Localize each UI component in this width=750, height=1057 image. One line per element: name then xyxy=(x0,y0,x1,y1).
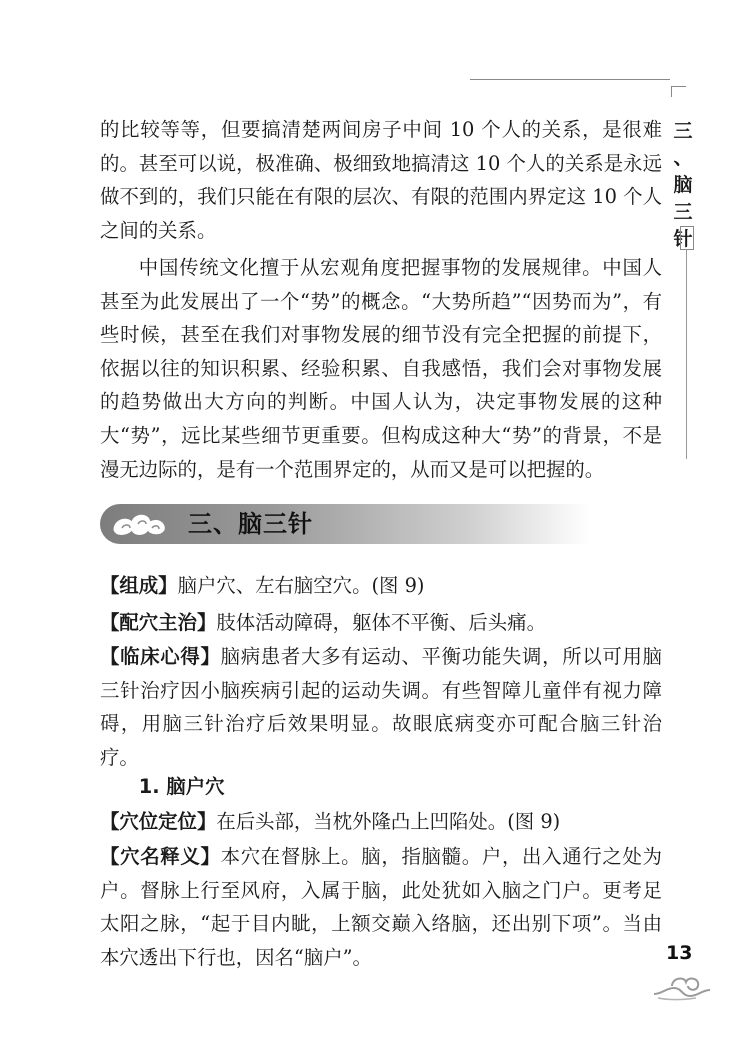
header-rule xyxy=(470,79,670,80)
entry-text: 脑户穴、左右脑空穴。(图 9) xyxy=(177,574,425,597)
entry-tag: 【组成】 xyxy=(100,574,178,597)
entry-name-meaning xyxy=(100,840,662,974)
entry-text: 在后头部，当枕外隆凸上凹陷处。(图 9) xyxy=(216,810,561,833)
section-title: 三、脑三针 xyxy=(188,510,313,538)
side-title-char: 三 xyxy=(673,201,693,223)
auspicious-cloud-icon xyxy=(110,508,168,540)
page-number: 13 xyxy=(666,942,693,964)
side-title-char: 脑 xyxy=(673,174,693,196)
section-header-banner xyxy=(100,504,590,544)
entry-tag: 【穴名释义】 xyxy=(100,845,221,868)
side-vertical-rule xyxy=(686,249,687,459)
entry-tag: 【配穴主治】 xyxy=(100,611,217,634)
entry-text: 本穴在督脉上。脑，指脑髓。户，出入通行之处为户。督脉上行至风府，入属于脑，此处犹如入脑之门户。更考足太阳之脉，“起于目内眦，上额交巅入络脑，还出别下项”。当由本穴透出下行也，因名“脑户”。 xyxy=(100,845,663,969)
entry-text: 肢体活动障碍，躯体不平衡、后头痛。 xyxy=(216,611,546,634)
side-title-char: 针 xyxy=(673,228,693,250)
side-tab-marker xyxy=(680,226,694,250)
paragraph-continued: 的比较等等，但要搞清楚两间房子中间 10 个人的关系，是很难的。甚至可以说，极准确、极细致地搞清这 10 个人的关系是永远做不到的，我们只能在有限的层次、有限的范围内界定这 10 个人之间的关系。 xyxy=(100,118,663,242)
subheading-text: 1. 脑户穴 xyxy=(138,775,225,798)
header-corner-ornament xyxy=(671,86,686,97)
entry-indication xyxy=(100,606,662,640)
side-title-char: 、 xyxy=(673,147,693,169)
entry-composition xyxy=(100,569,662,603)
subheading-naohu xyxy=(100,770,662,804)
entry-clinical-experience xyxy=(100,640,662,774)
entry-text: 脑病患者大多有运动、平衡功能失调，所以可用脑三针治疗因小脑疾病引起的运动失调。有些智障儿童伴有视力障碍，用脑三针治疗后效果明显。故眼底病变亦可配合脑三针治疗。 xyxy=(100,645,663,769)
side-title-char: 三 xyxy=(673,120,693,142)
entry-location xyxy=(100,805,662,839)
paragraph-momentum: 中国传统文化擅于从宏观角度把握事物的发展规律。中国人甚至为此发展出了一个“势”的概念。“大势所趋”“因势而为”，有些时候，甚至在我们对事物发展的细节没有完全把握的前提下，依据以往的知识积累、经验积累、自我感悟，我们会对事物发展的趋势做出大方向的判断。中国人认为，决定事物发展的这种大“势”，远比某些细节更重要。但构成这种大“势”的背景，不是漫无边际的，是有一个范围界定的，从而又是可以把握的。 xyxy=(100,256,662,481)
footer-cloud-icon xyxy=(652,968,712,1002)
entry-tag: 【穴位定位】 xyxy=(100,810,217,833)
entry-tag: 【临床心得】 xyxy=(100,645,221,668)
